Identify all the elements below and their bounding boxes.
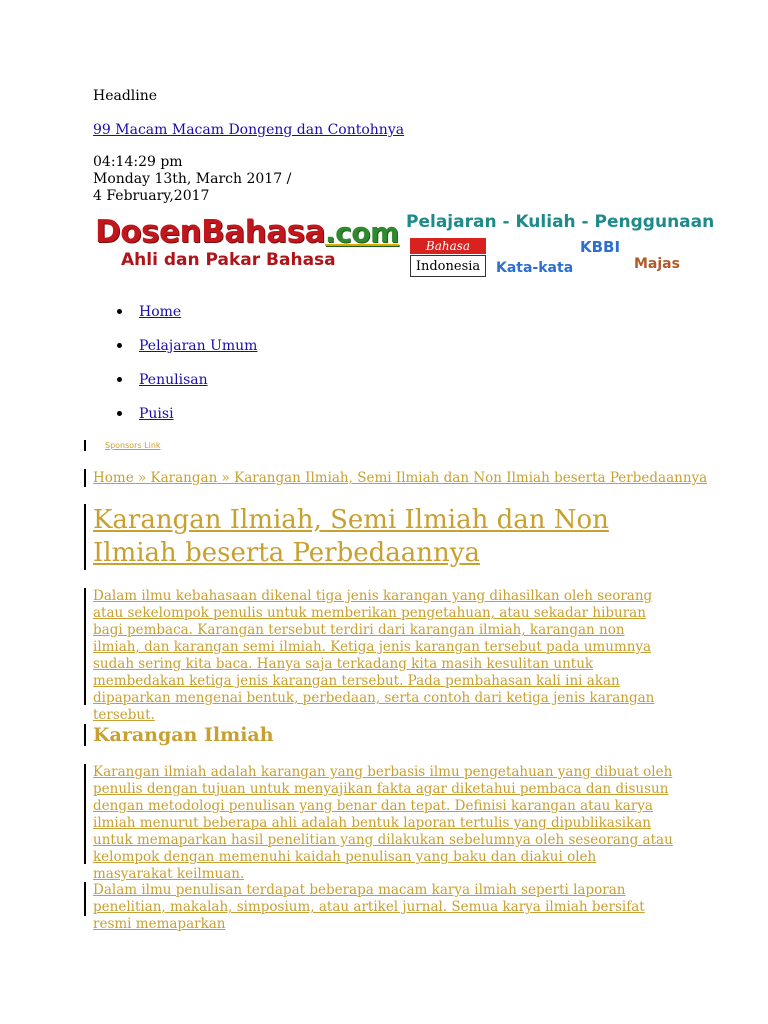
banner-bahasa: Bahasa bbox=[410, 238, 486, 254]
bullet-icon bbox=[117, 411, 122, 416]
logo-tagline: Ahli dan Pakar Bahasa bbox=[121, 250, 336, 270]
headline-date-2: 4 February,2017 bbox=[93, 188, 210, 204]
headline-date: Monday 13th, March 2017 / bbox=[93, 171, 292, 187]
divider-bar bbox=[84, 764, 86, 864]
breadcrumb-current[interactable]: Karangan Ilmiah, Semi Ilmiah dan Non Ilmiah beserta Perbedaannya bbox=[234, 470, 708, 486]
banner-indonesia: Indonesia bbox=[410, 255, 486, 277]
headline-link[interactable]: 99 Macam Macam Dongeng dan Contohnya bbox=[93, 122, 405, 138]
divider-bar bbox=[84, 724, 86, 746]
section-paragraph[interactable]: Karangan ilmiah adalah karangan yang berbasis ilmu pengetahuan yang dibuat oleh penulis dengan tujuan untuk menyajikan fakta agar diketahui pembaca dan disusun dengan metodologi penulisan yang benar dan tepat. Definisi karangan atau karya ilmiah menurut beberapa ahli adalah bentuk laporan tertulis yang dipublikasikan untuk memaparkan hasil penelitian yang dilakukan sebelumnya oleh seseorang atau kelompok dengan memenuhi kaidah penulisan yang baku dan diakui oleh masyarakat keilmuan. bbox=[93, 764, 673, 882]
banner-kbbi: KBBI bbox=[580, 238, 621, 256]
logo-text bbox=[95, 214, 399, 251]
divider-bar bbox=[84, 882, 86, 916]
main-nav bbox=[93, 303, 257, 439]
bullet-icon bbox=[117, 309, 122, 314]
breadcrumb-separator: » bbox=[217, 470, 235, 486]
nav-item-puisi bbox=[93, 405, 257, 439]
headline-label: Headline bbox=[93, 88, 158, 104]
headline-time: 04:14:29 pm bbox=[93, 154, 183, 170]
logo-main-text: DosenBahasa bbox=[95, 214, 325, 250]
nav-item-penulisan bbox=[93, 371, 257, 405]
article-title[interactable]: Karangan Ilmiah, Semi Ilmiah dan Non Ilmiah beserta Perbedaannya bbox=[93, 505, 609, 568]
header-banner bbox=[406, 212, 715, 284]
site-logo[interactable] bbox=[95, 214, 399, 276]
bullet-icon bbox=[117, 377, 122, 382]
banner-katakata: Kata-kata bbox=[496, 260, 574, 276]
divider-bar bbox=[84, 588, 86, 705]
nav-link-pelajaran-umum[interactable]: Pelajaran Umum bbox=[139, 338, 258, 354]
section-title-karangan-ilmiah: Karangan Ilmiah bbox=[93, 724, 274, 746]
nav-link-puisi[interactable]: Puisi bbox=[139, 406, 174, 422]
sponsors-link[interactable]: Sponsors Link bbox=[105, 441, 161, 450]
breadcrumb-home[interactable]: Home bbox=[93, 470, 134, 486]
nav-item-home bbox=[93, 303, 257, 337]
section-paragraph[interactable]: Dalam ilmu penulisan terdapat beberapa macam karya ilmiah seperti laporan penelitian, makalah, simposium, atau artikel jurnal. Semua karya ilmiah bersifat resmi memaparkan bbox=[93, 882, 645, 932]
nav-link-penulisan[interactable]: Penulisan bbox=[139, 372, 208, 388]
time-block bbox=[93, 154, 291, 205]
breadcrumb-category[interactable]: Karangan bbox=[150, 470, 218, 486]
divider-bar bbox=[84, 440, 86, 451]
logo-domain: .com bbox=[324, 216, 399, 249]
article-intro[interactable]: Dalam ilmu kebahasaan dikenal tiga jenis karangan yang dihasilkan oleh seorang atau sekelompok penulis untuk memberikan pengetahuan, atau sekadar hiburan bagi pembaca. Karangan tersebut terdiri dari karangan ilmiah, karangan non ilmiah, dan karangan semi ilmiah. Ketiga jenis karangan tersebut pada umumnya sudah sering kita baca. Hanya saja terkadang kita masih kesulitan untuk membedakan ketiga jenis karangan tersebut. Pada pembahasan kali ini akan dipaparkan mengenai bentuk, perbedaan, serta contoh dari ketiga jenis karangan tersebut. bbox=[93, 588, 655, 723]
banner-top-text: Pelajaran - Kuliah - Penggunaan bbox=[406, 212, 715, 232]
nav-item-pelajaran-umum bbox=[93, 337, 257, 371]
nav-link-home[interactable]: Home bbox=[139, 304, 182, 320]
banner-majas: Majas bbox=[634, 256, 680, 272]
divider-bar bbox=[84, 469, 86, 487]
bullet-icon bbox=[117, 343, 122, 348]
divider-bar bbox=[84, 504, 86, 570]
breadcrumb bbox=[93, 469, 707, 487]
breadcrumb-separator: » bbox=[133, 470, 151, 486]
